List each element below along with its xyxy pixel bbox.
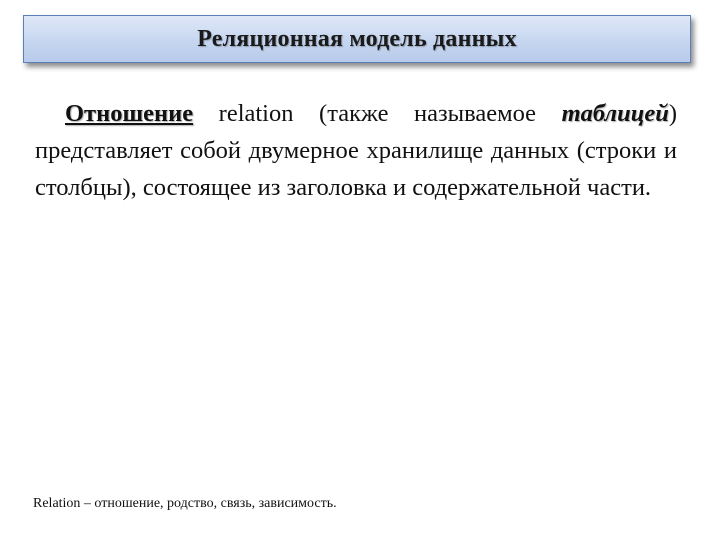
emphasis-table: таблицей: [561, 100, 669, 127]
term-relation: Отношение: [65, 100, 194, 127]
slide-title: Реляционная модель данных: [197, 25, 517, 52]
footnote: Relation – отношение, родство, связь, зависимость.: [33, 496, 337, 511]
paragraph-part-1: relation (также называемое: [193, 100, 562, 127]
slide-title-bar: [23, 15, 691, 63]
definition-paragraph: [35, 95, 677, 206]
paragraph-part-2: ) представляет собой двумерное хранилище данных (строки и столбцы), состоящее из заголовка и содержательной части.: [35, 100, 677, 201]
